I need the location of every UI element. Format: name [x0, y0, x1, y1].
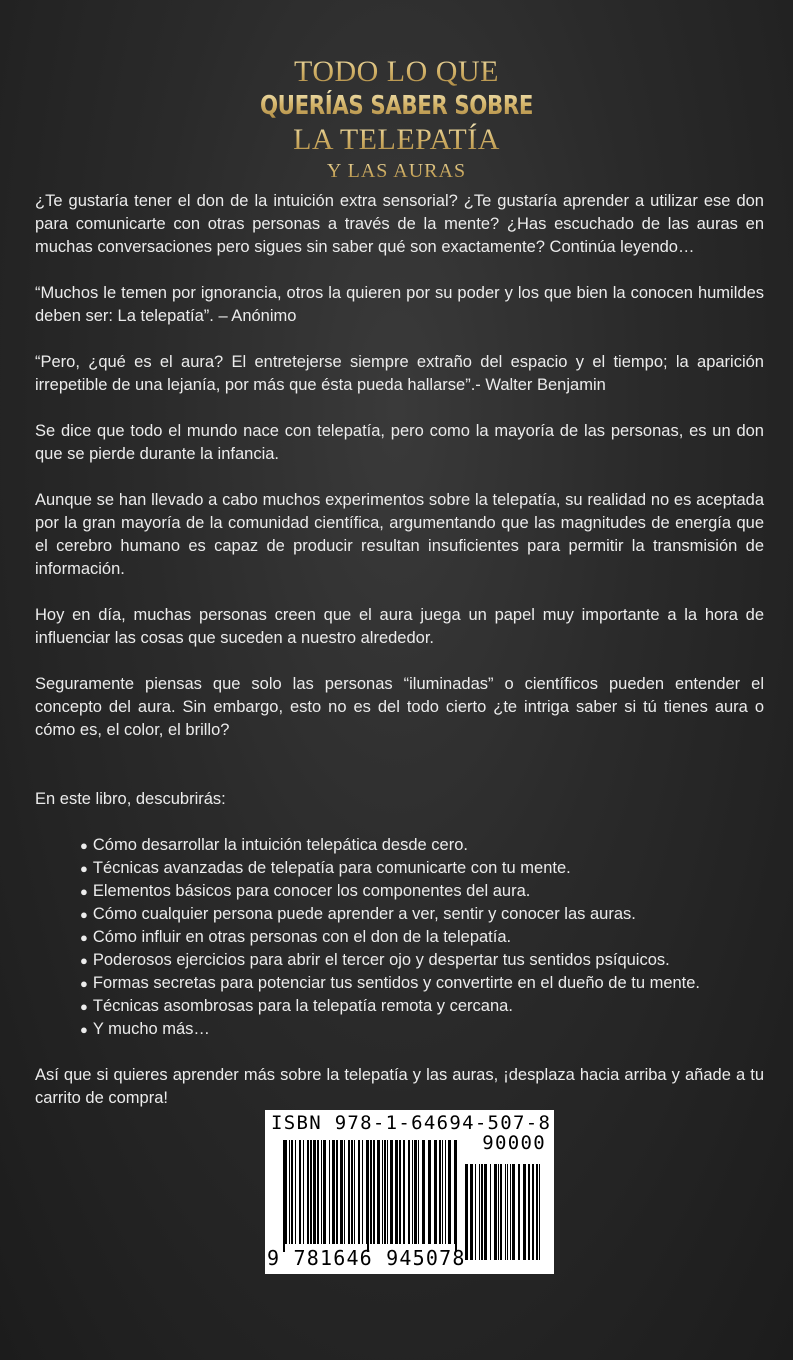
barcode-bar: [448, 1140, 451, 1244]
barcode-bar: [403, 1140, 405, 1244]
barcode-bar: [532, 1164, 534, 1260]
list-item: ● Cómo influir en otras personas con el don de la telepatía.: [80, 926, 764, 949]
barcode-bar: [434, 1140, 437, 1244]
barcode-bar: [505, 1164, 506, 1260]
barcode-bar: [289, 1140, 290, 1244]
barcode-bar: [332, 1140, 335, 1244]
barcode-bar: [428, 1140, 431, 1244]
barcode-bar: [412, 1140, 413, 1244]
barcode-bar: [418, 1140, 419, 1244]
barcode-bar: [310, 1140, 312, 1244]
barcode-bar: [351, 1140, 353, 1244]
paragraph-iluminadas: Seguramente piensas que solo las personas “iluminadas” o científicos pueden entender el concepto del aura. Sin embargo, esto no es del todo cierto ¿te intriga saber si tú tienes aura o cómo es, el color, el brillo?: [35, 675, 764, 739]
barcode-bar: [422, 1140, 425, 1244]
paragraph-aura-papel: Hoy en día, muchas personas creen que el aura juega un papel muy importante a la hora de influenciar las cosas que suceden a nuestro alrededor.: [35, 606, 764, 647]
isbn-number: ISBN 978-1-64694-507-8: [271, 1112, 552, 1134]
barcode-bar: [500, 1164, 502, 1260]
list-intro: En este libro, descubrirás:: [35, 790, 226, 808]
barcode-bar: [362, 1140, 363, 1244]
barcode-bar: [329, 1140, 330, 1244]
isbn-barcode: [265, 1110, 554, 1274]
barcode-bar: [484, 1164, 487, 1260]
back-cover-text: [35, 190, 764, 1133]
benefits-list: [35, 834, 764, 1041]
barcode-guard-bar: [367, 1140, 369, 1252]
barcode-guard-bar: [455, 1140, 457, 1252]
barcode-bar: [395, 1140, 398, 1244]
price-code: 90000: [482, 1132, 546, 1154]
barcode-bar: [344, 1140, 345, 1244]
barcode-bar: [475, 1164, 476, 1260]
barcode-bar: [370, 1140, 372, 1244]
barcode-bar: [295, 1140, 296, 1244]
title-line-1: TODO LO QUE: [0, 54, 793, 90]
closing-paragraph: Así que si quieres aprender más sobre la telepatía y las auras, ¡desplaza hacia arriba y añade a tu carrito de compra!: [35, 1066, 764, 1107]
barcode-bar: [358, 1140, 360, 1244]
barcode-bar: [348, 1140, 350, 1244]
title-line-3: LA TELEPATÍA: [0, 122, 793, 158]
barcode-bar: [454, 1140, 455, 1244]
title-block: [0, 54, 793, 184]
barcode-guard-bar: [283, 1140, 285, 1252]
barcode-bar: [481, 1164, 483, 1260]
barcode-bar: [323, 1140, 326, 1244]
barcode-bar: [539, 1164, 540, 1260]
barcode-bar: [382, 1140, 383, 1244]
barcode-bar: [377, 1140, 380, 1244]
barcode-bar: [512, 1164, 515, 1260]
title-line-4: Y LAS AURAS: [0, 158, 793, 184]
barcode-bar: [408, 1140, 410, 1244]
barcode-bar: [490, 1164, 491, 1260]
quote-benjamin: “Pero, ¿qué es el aura? El entretejerse siempre extraño del espacio y el tiempo; la aparición irrepetible de una lejanía, por más que ésta pueda hallarse”.- Walter Benjamin: [35, 353, 764, 394]
list-item: ● Formas secretas para potenciar tus sentidos y convertirte en el dueño de tu mente.: [80, 972, 764, 995]
barcode-bar: [518, 1164, 520, 1260]
barcode-bar: [366, 1140, 367, 1244]
barcode-bar: [299, 1140, 301, 1244]
barcode-bar: [494, 1164, 497, 1260]
barcode-bar: [317, 1140, 319, 1244]
list-item: ● Técnicas avanzadas de telepatía para comunicarte con tu mente.: [80, 857, 764, 880]
barcode-bar: [336, 1140, 338, 1244]
barcode-bar: [384, 1140, 386, 1244]
barcode-bar: [523, 1164, 526, 1260]
list-item: ● Cómo cualquier persona puede aprender a ver, sentir y conocer las auras.: [80, 903, 764, 926]
barcode-bar: [536, 1164, 538, 1260]
barcode-bar: [510, 1164, 511, 1260]
paragraph-infancia: Se dice que todo el mundo nace con telepatía, pero como la mayoría de las personas, es un don que se pierde durante la infancia.: [35, 422, 764, 463]
list-item: ● Elementos básicos para conocer los componentes del aura.: [80, 880, 764, 903]
barcode-bar: [498, 1164, 499, 1260]
list-item: ● Cómo desarrollar la intuición telepática desde cero.: [80, 834, 764, 857]
barcode-bar: [291, 1140, 293, 1244]
barcode-bar: [442, 1140, 443, 1244]
barcode-bar: [285, 1140, 287, 1244]
intro-paragraph: ¿Te gustaría tener el don de la intuición extra sensorial? ¿Te gustaría aprender a utilizar ese don para comunicarte con otras personas a través de la mente? ¿Has escuchado de las auras en muchas conversaciones pero sigues sin saber qué son exactamente? Continúa leyendo…: [35, 192, 764, 256]
barcode-bar: [303, 1140, 304, 1244]
barcode-bar: [399, 1140, 401, 1244]
barcode-bar: [507, 1164, 508, 1260]
barcode-bar: [340, 1140, 343, 1244]
barcode-bar: [414, 1140, 417, 1244]
barcode-bar: [445, 1140, 446, 1244]
list-item: ● Técnicas asombrosas para la telepatía remota y cercana.: [80, 995, 764, 1018]
barcode-bar: [390, 1140, 393, 1244]
ean-digits: 9 781646 945078: [267, 1246, 466, 1270]
barcode-bar: [470, 1164, 473, 1260]
barcode-bar: [313, 1140, 316, 1244]
barcode-bar: [528, 1164, 530, 1260]
barcode-bar: [373, 1140, 375, 1244]
barcode-bar: [479, 1164, 480, 1260]
barcode-bar: [387, 1140, 388, 1244]
quote-anonimo: “Muchos le temen por ignorancia, otros la quieren por su poder y los que bien la conocen humildes deben ser: La telepatía”. – Anónimo: [35, 284, 764, 325]
list-item: ● Poderosos ejercicios para abrir el tercer ojo y despertar tus sentidos psíquicos.: [80, 949, 764, 972]
list-item: ● Y mucho más…: [80, 1018, 764, 1041]
title-line-2: QUERÍAS SABER SOBRE: [71, 90, 721, 122]
barcode-bar: [321, 1140, 322, 1244]
barcode-bar: [307, 1140, 309, 1244]
paragraph-experimentos: Aunque se han llevado a cabo muchos experimentos sobre la telepatía, su realidad no es aceptada por la gran mayoría de la comunidad científica, argumentando que las magnitudes de energía que el cerebro humano es capaz de producir resultan insuficientes para permitir la transmisión de información.: [35, 491, 764, 578]
barcode-bar: [354, 1140, 355, 1244]
barcode-bar: [439, 1140, 441, 1244]
